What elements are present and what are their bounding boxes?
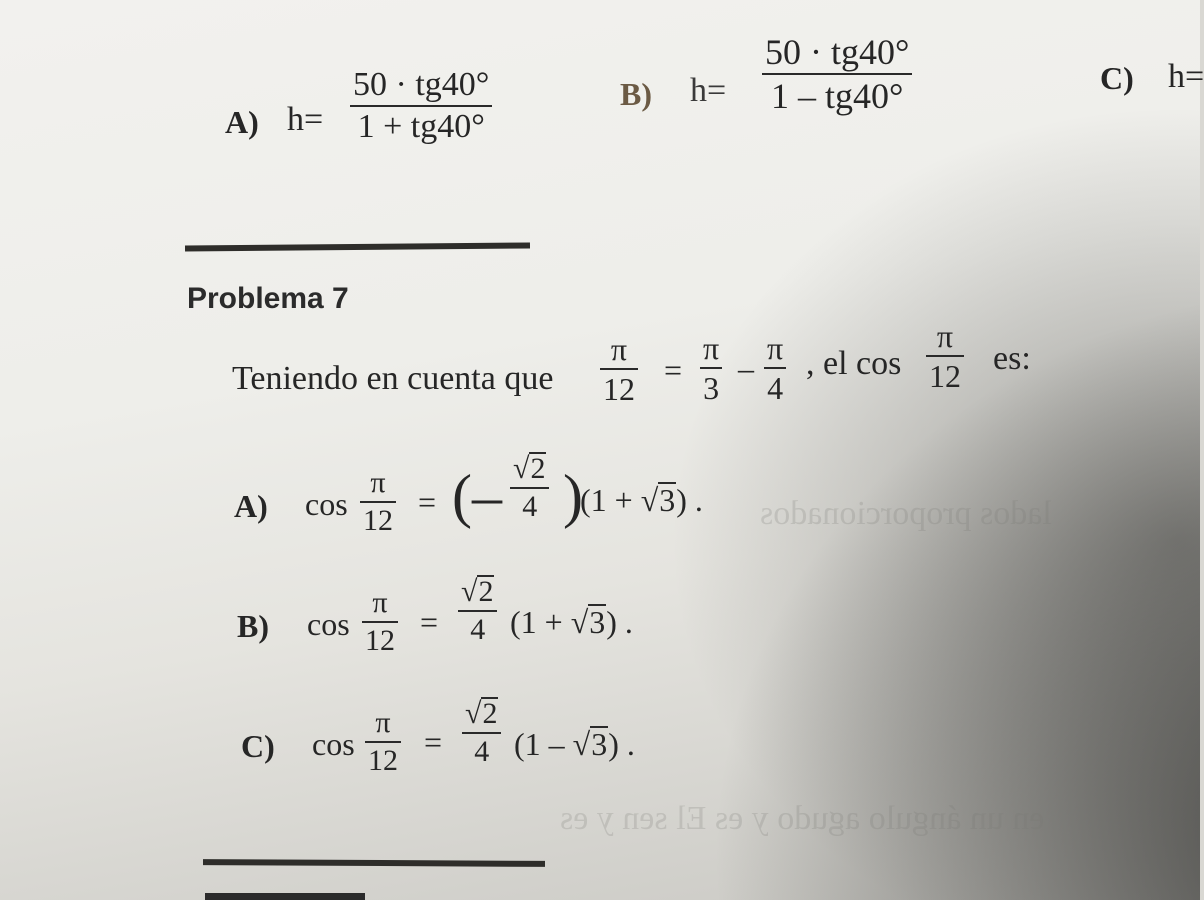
option-b-lhs-top: h= bbox=[690, 72, 727, 109]
fraction-denominator: 4 bbox=[767, 370, 784, 406]
pi-over-12-fraction bbox=[600, 333, 638, 405]
fraction-numerator: π bbox=[375, 706, 391, 739]
next-heading-cutoff bbox=[205, 893, 365, 900]
fraction-denominator: 12 bbox=[365, 624, 395, 657]
fraction-numerator: 50 · tg40° bbox=[353, 66, 490, 103]
bleed-through-text: lados proporcionados bbox=[760, 495, 1052, 532]
option-c-tail: (1 – √3) . bbox=[514, 726, 635, 762]
fraction-numerator: √2 bbox=[513, 452, 546, 485]
option-a-fraction-top bbox=[350, 68, 492, 144]
fraction-denominator: 3 bbox=[703, 370, 720, 406]
radicand: 3 bbox=[589, 604, 606, 640]
fraction-bar bbox=[600, 368, 638, 370]
statement-suffix: es: bbox=[993, 340, 1031, 377]
fraction-denominator: 12 bbox=[929, 358, 961, 394]
option-c-label: C) bbox=[241, 728, 275, 764]
fraction-bar bbox=[362, 621, 398, 623]
fraction-bar bbox=[360, 501, 396, 503]
fraction-denominator: 12 bbox=[603, 371, 635, 407]
fraction-denominator: 4 bbox=[522, 490, 538, 523]
problem-title: Problema 7 bbox=[187, 282, 349, 315]
option-b-label-top: B) bbox=[620, 76, 652, 112]
radicand: 2 bbox=[478, 575, 494, 608]
fraction-numerator: 50 · tg40° bbox=[765, 32, 910, 72]
fraction-denominator: 12 bbox=[363, 504, 393, 537]
fraction-bar bbox=[700, 367, 722, 369]
fraction-denominator: 12 bbox=[368, 744, 398, 777]
option-c-lhs-top: h= bbox=[1168, 58, 1204, 95]
fraction-numerator: √2 bbox=[461, 575, 494, 608]
section-divider bbox=[185, 242, 530, 251]
fraction-denominator: 1 – tg40° bbox=[770, 76, 904, 116]
equals-sign: = bbox=[418, 484, 437, 520]
equals-sign: = bbox=[420, 604, 439, 640]
fraction-denominator: 1 + tg40° bbox=[357, 108, 485, 145]
option-a-pi-over-12 bbox=[360, 468, 396, 536]
section-divider-bottom bbox=[203, 859, 545, 867]
fraction-numerator: π bbox=[703, 330, 720, 366]
tail-suffix: ) . bbox=[606, 604, 633, 640]
radicand: 2 bbox=[530, 452, 546, 485]
fraction-bar bbox=[764, 367, 786, 369]
fraction-numerator: π bbox=[372, 586, 388, 619]
tail-prefix: (1 + bbox=[580, 482, 641, 518]
option-c-pi-over-12 bbox=[365, 708, 401, 776]
cos-label: cos bbox=[305, 486, 348, 522]
fraction-numerator: π bbox=[610, 331, 628, 367]
option-b-fraction-top bbox=[762, 34, 912, 114]
fraction-numerator: π bbox=[767, 330, 784, 366]
minus-sign: – bbox=[738, 350, 754, 386]
pi-over-12-fraction-second bbox=[926, 320, 964, 392]
fraction-numerator: π bbox=[936, 318, 954, 354]
open-paren-negative: (– bbox=[452, 463, 502, 529]
tail-prefix: (1 – bbox=[514, 726, 573, 762]
option-a-label: A) bbox=[234, 488, 268, 524]
cos-label: cos bbox=[312, 726, 355, 762]
tail-suffix: ) . bbox=[608, 726, 635, 762]
option-a-sqrt2-over-4 bbox=[510, 452, 549, 522]
tail-suffix: ) . bbox=[676, 482, 703, 518]
option-a-lhs-top: h= bbox=[287, 101, 324, 138]
fraction-bar bbox=[365, 741, 401, 743]
option-a-label-top: A) bbox=[225, 104, 259, 140]
option-b-pi-over-12 bbox=[362, 588, 398, 656]
comma-el-cos: , el cos bbox=[806, 345, 902, 382]
fraction-bar bbox=[462, 732, 501, 734]
option-c-label-top: C) bbox=[1100, 60, 1134, 96]
bleed-through-text: en un ángulo agudo y es El sen y es bbox=[560, 800, 1045, 837]
equals-sign: = bbox=[664, 352, 683, 388]
fraction-denominator: 4 bbox=[474, 735, 490, 768]
fraction-bar bbox=[762, 73, 912, 75]
fraction-bar bbox=[926, 355, 964, 357]
fraction-numerator: √2 bbox=[465, 697, 498, 730]
pi-over-4-fraction bbox=[764, 332, 786, 404]
radicand: 2 bbox=[482, 697, 498, 730]
equals-sign: = bbox=[424, 724, 443, 760]
fraction-bar bbox=[458, 610, 497, 612]
radicand: 3 bbox=[659, 482, 676, 518]
close-paren: ) bbox=[563, 463, 583, 529]
tail-prefix: (1 + bbox=[510, 604, 571, 640]
option-b-label: B) bbox=[237, 608, 269, 644]
option-b-tail: (1 + √3) . bbox=[510, 604, 633, 640]
pi-over-3-fraction bbox=[700, 332, 722, 404]
option-a-tail: (1 + √3) . bbox=[580, 482, 703, 518]
cos-label: cos bbox=[307, 606, 350, 642]
fraction-numerator: π bbox=[370, 466, 386, 499]
fraction-denominator: 4 bbox=[470, 613, 486, 646]
statement-prefix: Teniendo en cuenta que bbox=[232, 360, 554, 397]
option-c-sqrt2-over-4 bbox=[462, 697, 501, 767]
fraction-bar bbox=[510, 487, 549, 489]
option-b-sqrt2-over-4 bbox=[458, 575, 497, 645]
fraction-bar bbox=[350, 105, 492, 107]
radicand: 3 bbox=[591, 726, 608, 762]
